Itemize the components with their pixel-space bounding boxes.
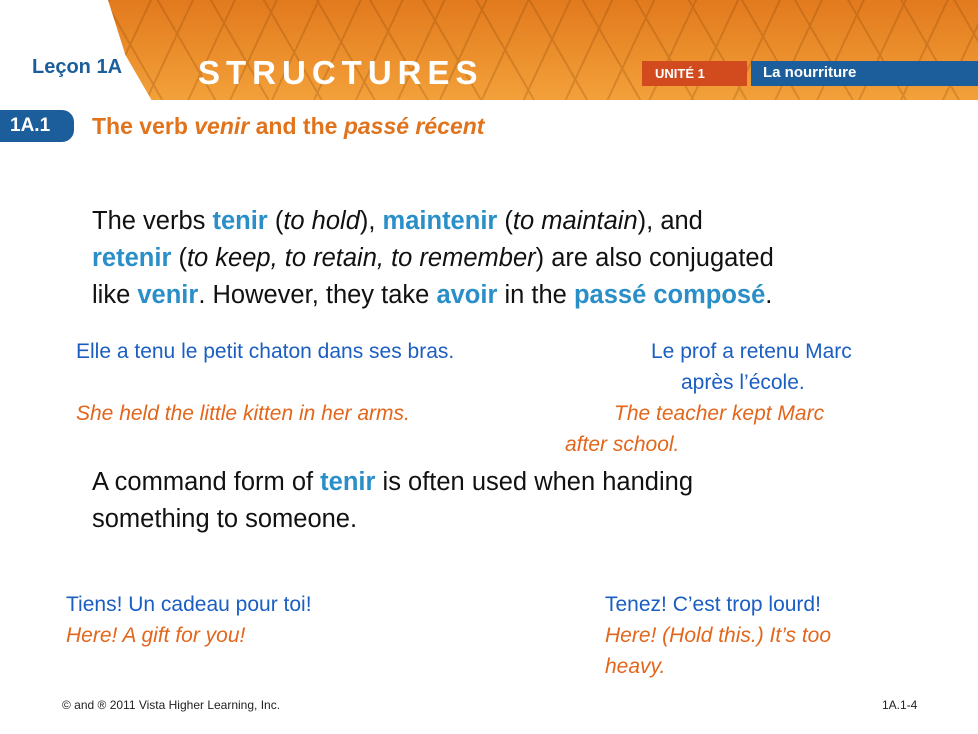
example-2-french-line-2: après l’école.: [681, 371, 805, 394]
example-2-french-line-1: Le prof a retenu Marc: [651, 340, 852, 363]
section-title: The verb venir and the passé récent: [92, 113, 485, 139]
keyword-avoir: avoir: [436, 281, 498, 309]
example-1-french: Elle a tenu le petit chaton dans ses bras.: [76, 340, 455, 363]
example-4-french: Tenez! C’est trop lourd!: [605, 593, 821, 616]
lesson-label: Leçon 1A: [32, 56, 123, 78]
section-number: 1A.1: [10, 115, 51, 136]
keyword-venir: venir: [137, 281, 199, 309]
keyword-tenir-2: tenir: [320, 468, 376, 496]
keyword-maintenir: maintenir: [382, 207, 498, 235]
intro-paragraph: The verbs tenir (to hold), maintenir (to maintain), and retenir (to keep, to retain, to remember) are also conjugated like venir. However, they take avoir in the passé composé.: [92, 207, 774, 309]
copyright-notice: © and ® 2011 Vista Higher Learning, Inc.: [62, 698, 281, 712]
keyword-tenir: tenir: [212, 207, 268, 235]
unit-title: La nourriture: [763, 64, 857, 81]
unit-label: UNITÉ 1: [655, 66, 705, 81]
example-1-english: She held the little kitten in her arms.: [76, 402, 410, 425]
example-4-english-line-1: Here! (Hold this.) It’s too: [605, 624, 832, 647]
banner-title: STRUCTURES: [198, 54, 484, 91]
example-2-english-line-2: after school.: [565, 433, 680, 456]
slide-number: 1A.1-4: [882, 698, 918, 712]
example-2-english-line-1: The teacher kept Marc: [614, 402, 825, 425]
keyword-retenir: retenir: [92, 244, 172, 272]
example-4-english-line-2: heavy.: [605, 655, 666, 678]
command-paragraph: A command form of tenir is often used when handing something to someone.: [92, 468, 694, 533]
example-3-english: Here! A gift for you!: [66, 624, 246, 647]
example-3-french: Tiens! Un cadeau pour toi!: [66, 593, 312, 616]
keyword-passe-compose: passé composé: [573, 281, 766, 309]
